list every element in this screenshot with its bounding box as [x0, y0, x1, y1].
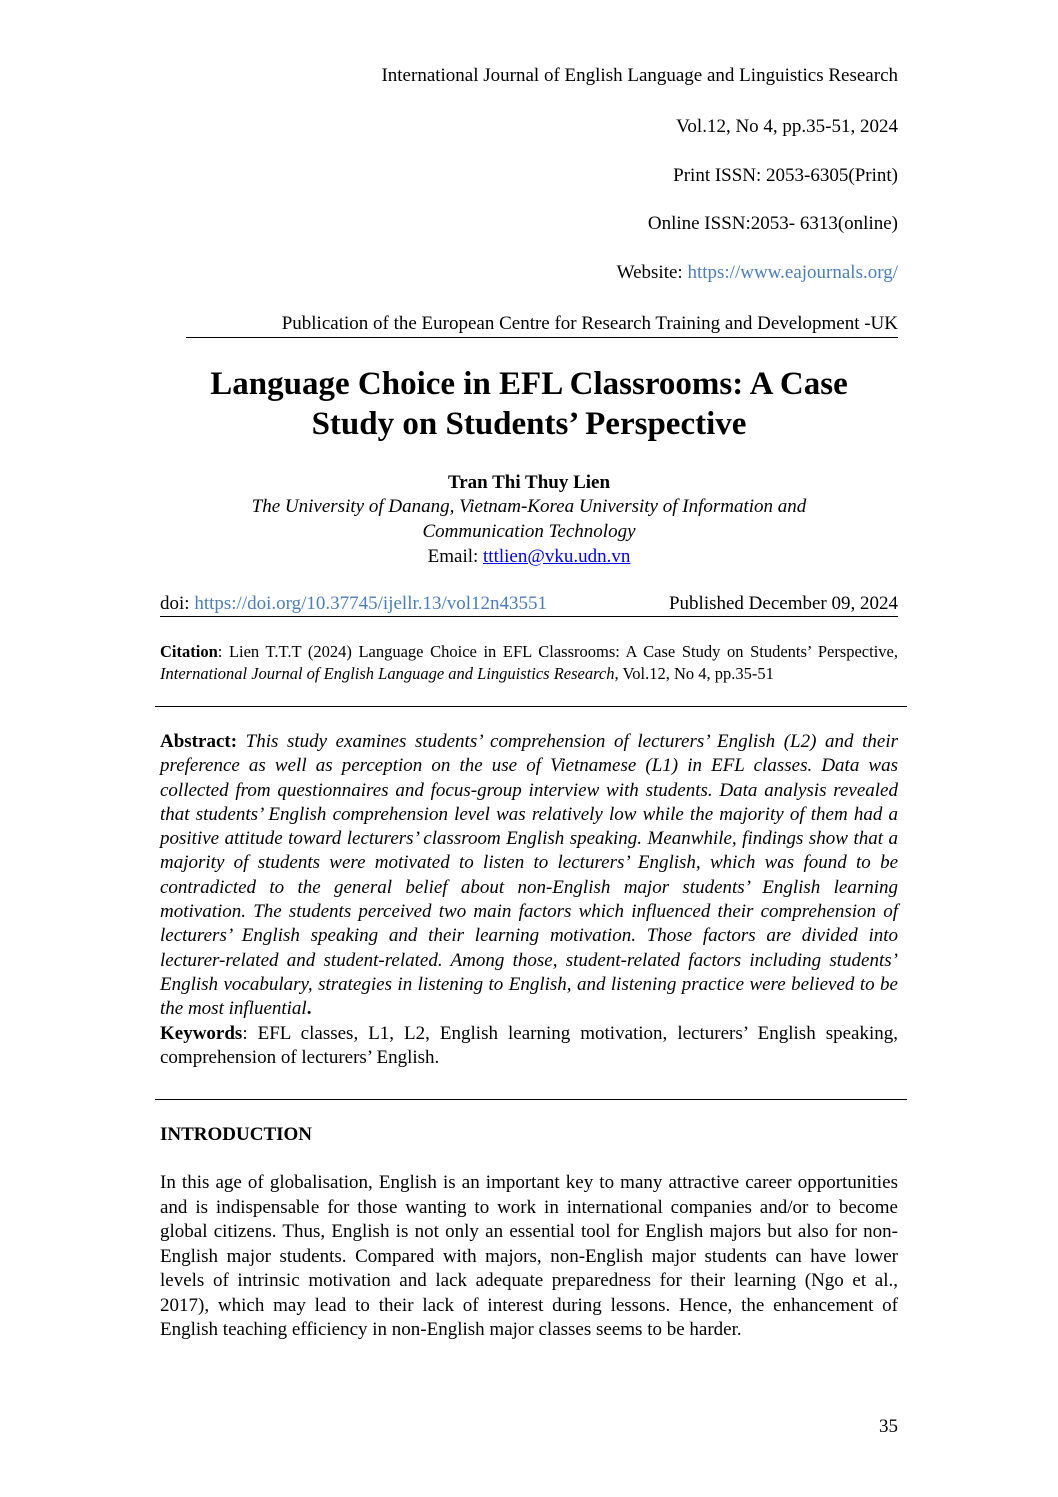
publisher-line: Publication of the European Centre for Research Training and Development -UK [186, 313, 898, 338]
divider-bottom [155, 1099, 907, 1100]
doi-label: doi: [160, 593, 195, 614]
email-link[interactable]: tttlien@vku.udn.vn [483, 546, 631, 567]
keywords-label: Keywords [160, 1022, 243, 1044]
divider-top [155, 706, 907, 707]
title-line-2: Study on Students’ Perspective [311, 406, 747, 442]
doi-row [160, 593, 898, 617]
website-label: Website: [616, 262, 688, 283]
citation-label: Citation [160, 642, 218, 661]
abstract-end-mark: . [306, 998, 312, 1020]
published-date: Published December 09, 2024 [668, 593, 898, 614]
affiliation-line-1: The University of Danang, Vietnam-Korea University of Information and [251, 496, 807, 517]
website-line [617, 262, 898, 284]
email-line [160, 545, 898, 569]
journal-name: International Journal of English Language and Linguistics Research [381, 65, 898, 86]
online-issn: Online ISSN:2053- 6313(online) [647, 213, 898, 234]
title-line-1: Language Choice in EFL Classrooms: A Case [210, 366, 848, 402]
abstract-text: This study examines students’ comprehension of lecturers’ English (L2) and their preference as well as perception on the use of Vietnamese (L1) in EFL classes. Data was collected from questionnaires and focus-group interview with students. Data analysis revealed that students’ English comprehension level was relatively low while the majority of them had a positive attitude toward lecturers’ classroom English speaking. Meanwhile, findings show that a majority of students were motivated to listen to lecturers’ English, which was found to be contradicted to the general belief about non-English major students’ English learning motivation. The students perceived two main factors which influenced their comprehension of lecturers’ English speaking and their learning motivation. Those factors are divided into lecturer-related and student-related. Among those, student-related factors including students’ English vocabulary, strategies in listening to English, and listening practice were believed to be the most influential [160, 731, 898, 1020]
citation-text-2: , Vol.12, No 4, pp.35-51 [614, 664, 774, 683]
section-heading-introduction: INTRODUCTION [160, 1124, 313, 1145]
citation-journal: International Journal of English Language and Linguistics Research [160, 664, 615, 683]
website-link[interactable]: https://www.eajournals.org/ [687, 262, 898, 283]
page-number: 35 [879, 1416, 898, 1437]
citation [160, 641, 898, 685]
abstract [160, 730, 898, 1070]
doi-link[interactable]: https://doi.org/10.37745/ijellr.13/vol12n43551 [194, 593, 548, 614]
keywords-text: : EFL classes, L1, L2, English learning motivation, lecturers’ English speaking, comprehension of lecturers’ English. [160, 1022, 898, 1068]
doi [160, 593, 547, 615]
introduction-paragraph: In this age of globalisation, English is an important key to many attractive career opportunities and is indispensable for those wanting to work in international companies and/or to become global citizens. Thus, English is not only an essential tool for English majors but also for non-English major students. Compared with majors, non-English major students can have lower levels of intrinsic motivation and lack adequate preparedness for their learning (Ngo et al., 2017), which may lead to their lack of interest during lessons. Hence, the enhancement of English teaching efficiency in non-English major classes seems to be harder. [160, 1172, 898, 1340]
paper-title [130, 364, 928, 444]
affiliation-line-2: Communication Technology [422, 521, 636, 542]
volume-info: Vol.12, No 4, pp.35-51, 2024 [676, 116, 898, 137]
email-label: Email: [427, 546, 484, 567]
print-issn: Print ISSN: 2053-6305(Print) [673, 165, 898, 186]
citation-text-1: : Lien T.T.T (2024) Language Choice in EFL Classrooms: A Case Study on Students’ Perspective, [217, 642, 898, 661]
abstract-label: Abstract: [160, 731, 238, 752]
author-name: Tran Thi Thuy Lien [447, 472, 611, 493]
